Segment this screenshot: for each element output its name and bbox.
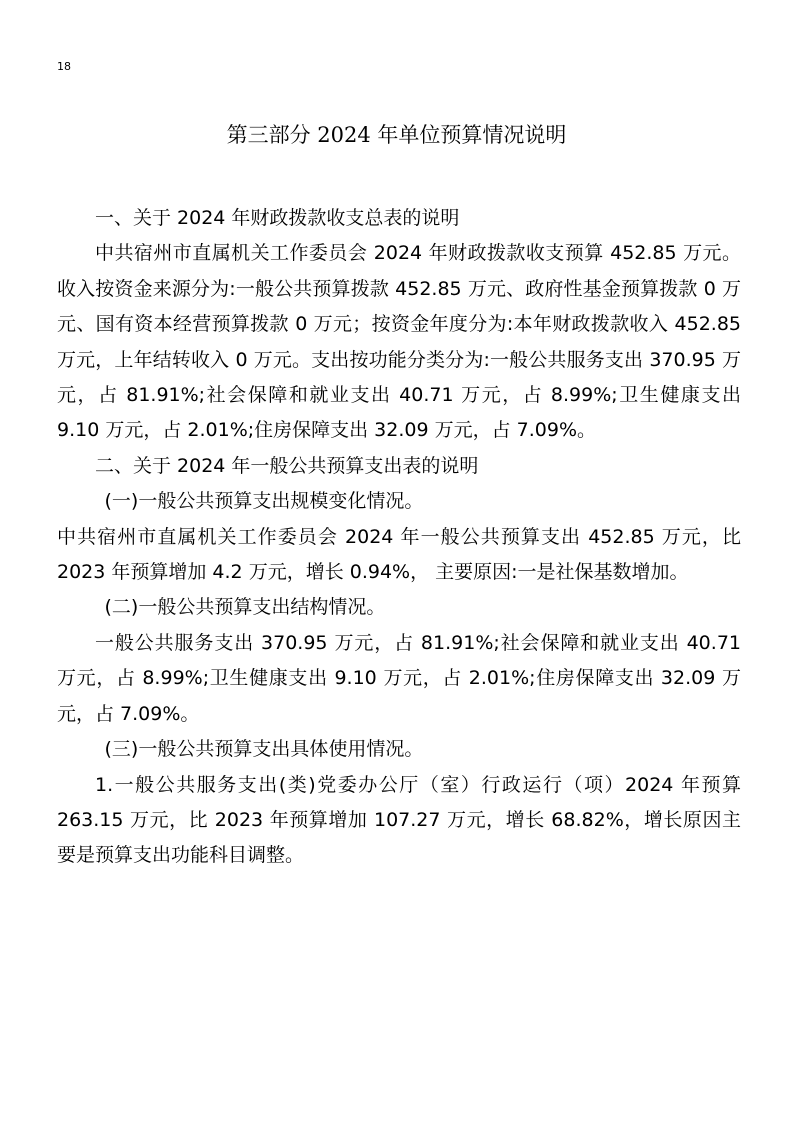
- subsection-heading-3: (三)一般公共预算支出具体使用情况。: [104, 738, 424, 761]
- body-paragraph: 中共宿州市直属机关工作委员会 2024 年财政拨款收支预算 452.85 万元。收入按资金来源分为:一般公共预算拨款 452.85 万元、政府性基金预算拨款 0 万元、国有资本经营预算拨款 0 万元；按资金年度分为:本年财政拨款收入 452.85 万元，上年结转收入 0 万元。支出按功能分类分为:一般公共服务支出 370.95 万元，占 81.91%;社会保障和就业支出 40.71 万元，占 8.99%;卫生健康支出 9.10 万元，占 2.01%;住房保障支出 32.09 万元，占 7.09%。: [57, 242, 741, 442]
- body-paragraph: 中共宿州市直属机关工作委员会 2024 年一般公共预算支出 452.85 万元，比 2023 年预算增加 4.2 万元，增长 0.94%， 主要原因:一是社保基数增加。: [57, 525, 741, 584]
- section-heading-2: 二、关于 2024 年一般公共预算支出表的说明: [95, 454, 479, 477]
- page-number: 18: [57, 60, 71, 73]
- body-paragraph: 一般公共服务支出 370.95 万元，占 81.91%;社会保障和就业支出 40.71 万元，占 8.99%;卫生健康支出 9.10 万元，占 2.01%;住房保障支出 32.09 万元，占 7.09%。: [57, 631, 741, 725]
- document-title: 第三部分 2024 年单位预算情况说明: [226, 123, 567, 147]
- section-heading-1: 一、关于 2024 年财政拨款收支总表的说明: [95, 207, 460, 229]
- document-body: [57, 201, 741, 874]
- body-paragraph: 1.一般公共服务支出(类)党委办公厅（室）行政运行（项）2024 年预算 263.15 万元，比 2023 年预算增加 107.27 万元，增长 68.82%，增长原因主要是预算支出功能科目调整。: [57, 773, 741, 867]
- subsection-heading-1: (一)一般公共预算支出规模变化情况。: [104, 490, 424, 513]
- subsection-heading-2: (二)一般公共预算支出结构情况。: [104, 596, 386, 619]
